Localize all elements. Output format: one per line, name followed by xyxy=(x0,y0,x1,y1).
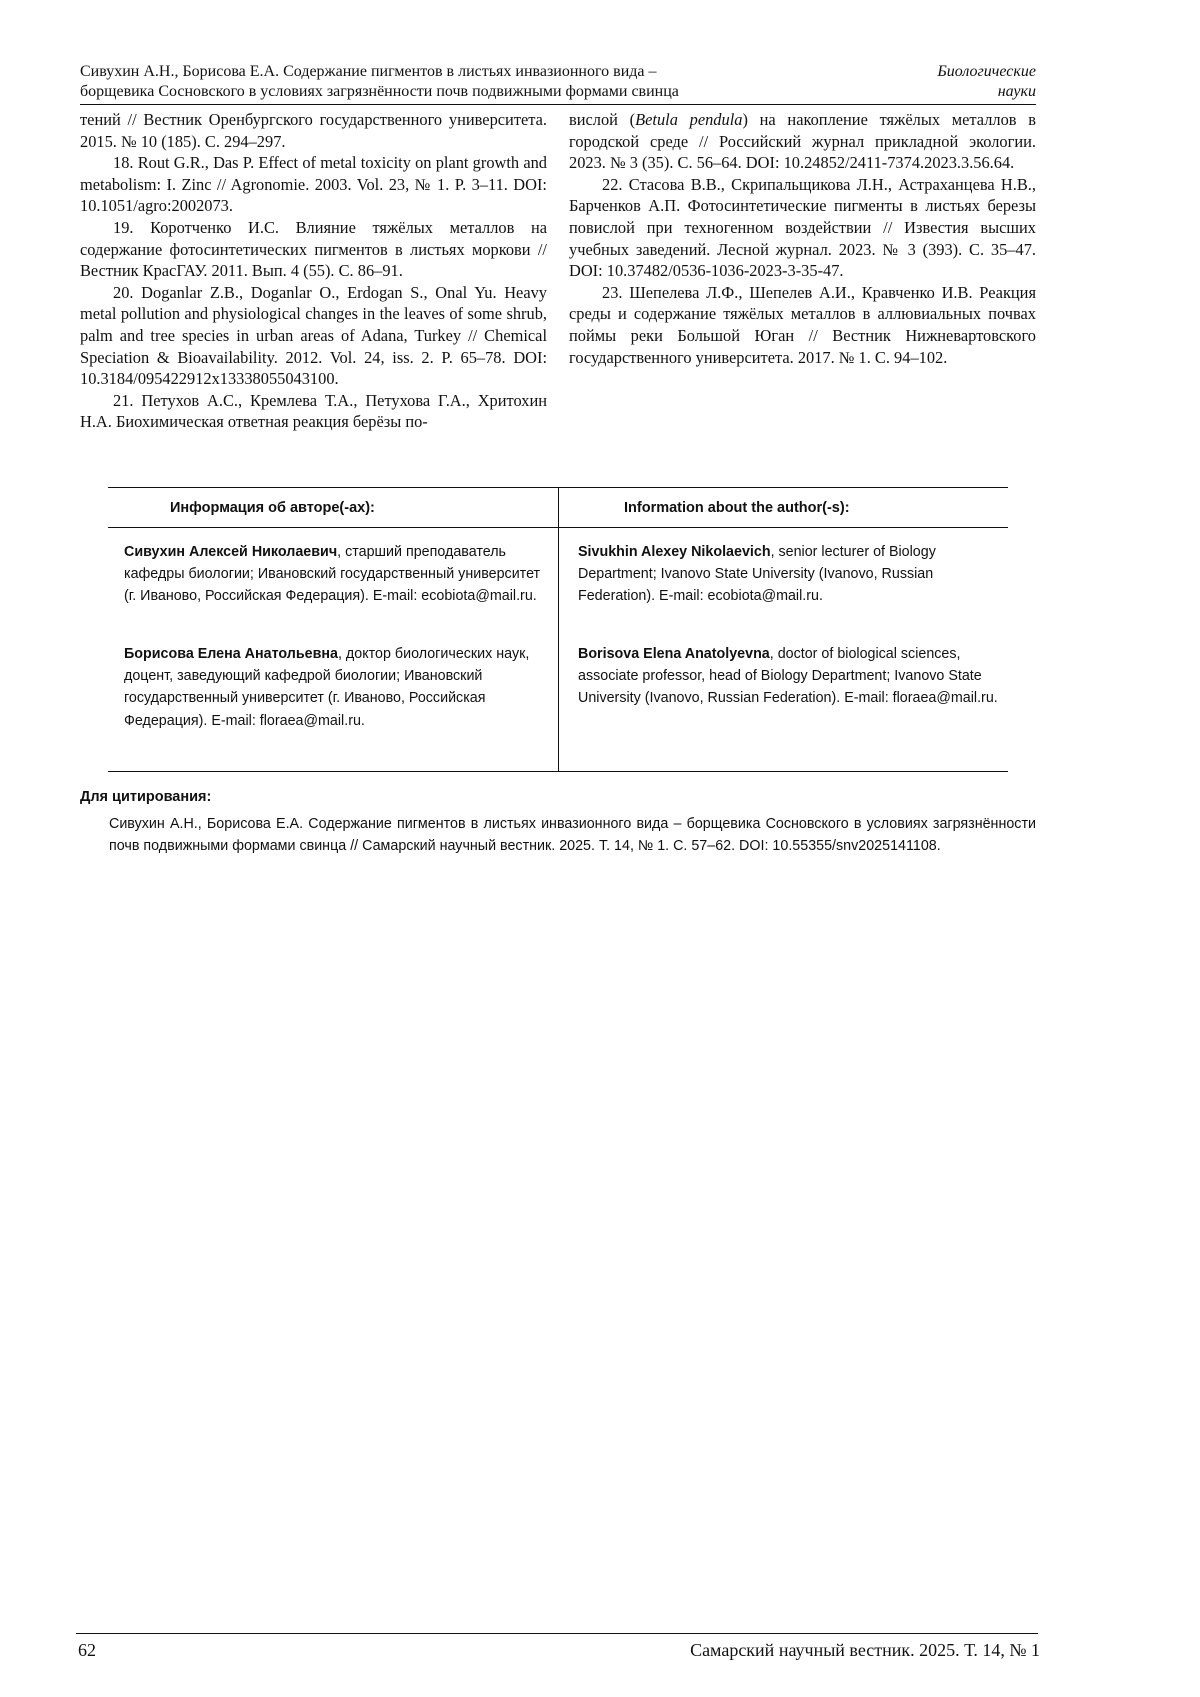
header-citation-line2: борщевика Сосновского в условиях загрязнённости почв подвижными формами свинца xyxy=(80,83,679,100)
reference-21-species: Betula pendula xyxy=(635,110,743,129)
header-citation xyxy=(80,62,840,102)
header-citation-line1: Сивухин А.Н., Борисова Е.А. Содержание пигментов в листьях инвазионного вида – xyxy=(80,63,657,80)
references-column-left xyxy=(80,109,547,433)
references-column-right xyxy=(569,109,1036,368)
footer-rule xyxy=(76,1633,1038,1634)
citation-text: Сивухин А.Н., Борисова Е.А. Содержание пигментов в листьях инвазионного вида – борщевика Сосновского в условиях загрязнённости почв подвижными формами свинца // Самарский научный вестник. 2025. Т. 14, № 1. С. 57–62. DOI: 10.55355/snv2025141108. xyxy=(109,816,1036,854)
reference-20: 20. Doganlar Z.B., Doganlar O., Erdogan S., Onal Yu. Heavy metal pollution and physiological changes in the leaves of some shrub, palm and tree species in urban areas of Adana, Turkey // Chemical Speciation & Bioavailability. 2012. Vol. 24, iss. 2. P. 65–78. DOI: 10.3184/095422912x13338055043100. xyxy=(80,282,547,389)
header-section-line2: науки xyxy=(997,83,1036,100)
author-info-heading-ru: Информация об авторе(-ах): xyxy=(170,500,375,516)
author-info-table xyxy=(108,487,1008,772)
reference-18: 18. Rout G.R., Das P. Effect of metal toxicity on plant growth and metabolism: I. Zinc // Agronomie. 2003. Vol. 23, № 1. P. 3–11. DOI: 10.1051/agro:2002073. xyxy=(80,153,547,216)
reference-21-cont-a: вислой ( xyxy=(569,110,636,129)
table-divider-horizontal xyxy=(108,527,1008,528)
reference-22: 22. Стасова В.В., Скрипальщикова Л.Н., Астраханцева Н.В., Барченков А.П. Фотосинтетические пигменты в листьях березы повислой при техногенном воздействии // Известия высших учебных заведений. Лесной журнал. 2023. № 3 (393). С. 35–47. DOI: 10.37482/0536-1036-2023-3-35-47. xyxy=(569,174,1036,281)
table-divider-vertical xyxy=(558,488,559,771)
author1-ru xyxy=(124,541,544,608)
author2-en-name: Borisova Elena Anatolyevna xyxy=(578,646,770,662)
page-number: 62 xyxy=(78,1640,96,1660)
reference-21-cont-b: ) на накопление тяжёлых металлов в городской среде // Российский журнал прикладной экологии. 2023. № 3 (35). С. 56–64. DOI: 10.24852/2411-7374.2023.3.56.64. xyxy=(569,110,1036,173)
author2-en xyxy=(578,643,998,710)
header-rule xyxy=(80,104,1036,105)
reference-21-continued xyxy=(569,109,1036,174)
footer-journal: Самарский научный вестник. 2025. Т. 14, № 1 xyxy=(690,1640,1040,1660)
reference-17-continued: тений // Вестник Оренбургского государственного университета. 2015. № 10 (185). С. 294–297. xyxy=(80,110,547,151)
author2-ru-name: Борисова Елена Анатольевна xyxy=(124,646,338,662)
author1-en xyxy=(578,541,998,608)
author1-ru-details: , старший преподаватель кафедры биологии; Ивановский государственный университет (г. Иваново, Российская Федерация). E-mail: ecobiota@mail.ru. xyxy=(124,544,541,605)
author2-ru-details: , доктор биологических наук, доцент, заведующий кафедрой биологии; Ивановский государственный университет (г. Иваново, Российская Федерация). E-mail: floraea@mail.ru. xyxy=(124,646,530,729)
author1-ru-name: Сивухин Алексей Николаевич xyxy=(124,544,338,560)
running-header xyxy=(80,62,1036,104)
reference-19: 19. Коротченко И.С. Влияние тяжёлых металлов на содержание фотосинтетических пигментов в листьях моркови // Вестник КрасГАУ. 2011. Вып. 4 (55). С. 86–91. xyxy=(80,217,547,281)
citation-title: Для цитирования: xyxy=(80,789,212,805)
author-info-heading-en: Information about the author(-s): xyxy=(624,500,850,516)
header-section-line1: Биологические xyxy=(937,63,1036,80)
author1-en-name: Sivukhin Alexey Nikolaevich xyxy=(578,544,771,560)
header-section xyxy=(876,62,1036,102)
author1-en-details: , senior lecturer of Biology Department; Ivanovo State University (Ivanovo, Russian Federation). E-mail: ecobiota@mail.ru. xyxy=(578,544,936,605)
reference-23: 23. Шепелева Л.Ф., Шепелев А.И., Кравченко И.В. Реакция среды и содержание тяжёлых металлов в аллювиальных почвах поймы реки Большой Юган // Вестник Нижневартовского государственного университета. 2017. № 1. С. 94–102. xyxy=(569,282,1036,367)
author2-ru xyxy=(124,643,544,732)
reference-21: 21. Петухов А.С., Кремлева Т.А., Петухова Г.А., Хритохин Н.А. Биохимическая ответная реакция берёзы по- xyxy=(80,390,547,432)
author2-en-details: , doctor of biological sciences, associate professor, head of Biology Department; Ivanovo State University (Ivanovo, Russian Federation). E-mail: floraea@mail.ru. xyxy=(578,646,998,707)
